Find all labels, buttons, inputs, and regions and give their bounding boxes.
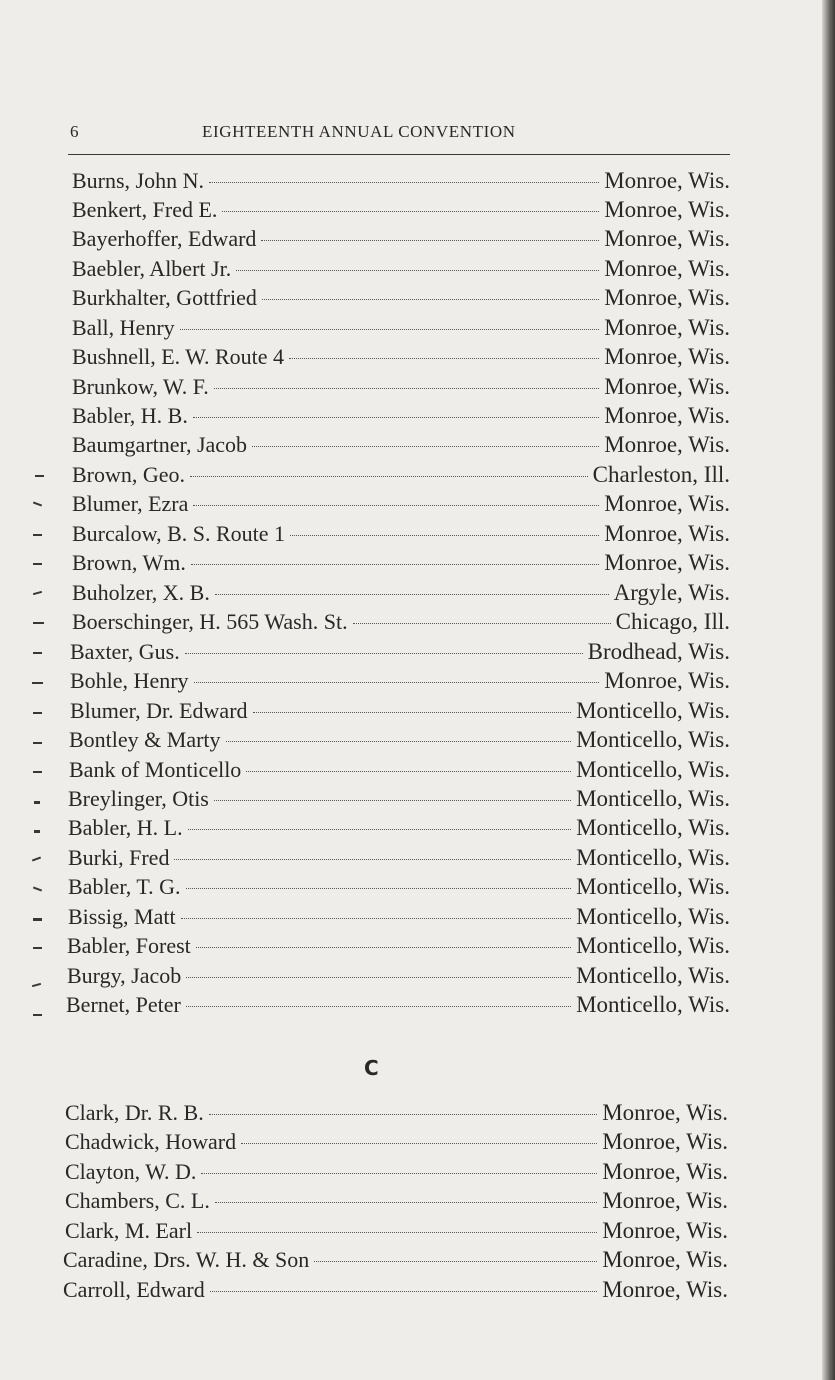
- dot-leader: [236, 270, 599, 271]
- dot-leader: [188, 829, 572, 830]
- member-name: Babler, Forest: [67, 933, 191, 958]
- page-edge: [822, 0, 835, 1380]
- dot-leader: [353, 623, 611, 624]
- dot-leader: [191, 564, 599, 565]
- check-mark: [33, 652, 42, 654]
- member-location: Monroe, Wis.: [604, 491, 730, 516]
- dot-leader: [252, 446, 599, 447]
- member-location: Monroe, Wis.: [604, 344, 730, 369]
- list-item: [72, 401, 730, 430]
- member-name: Bohle, Henry: [70, 668, 189, 693]
- list-item: [65, 1098, 728, 1127]
- member-location: Monticello, Wis.: [576, 963, 730, 988]
- member-location: Monroe, Wis.: [604, 226, 730, 251]
- list-item: [68, 813, 730, 842]
- check-mark: [32, 857, 41, 862]
- check-mark: [33, 563, 42, 565]
- dot-leader: [186, 1006, 571, 1007]
- member-name: Baumgartner, Jacob: [72, 432, 248, 457]
- dot-leader: [196, 947, 571, 948]
- member-location: Monroe, Wis.: [604, 315, 730, 340]
- member-location: Monroe, Wis.: [602, 1277, 728, 1302]
- page-header: [68, 120, 730, 155]
- list-item: [66, 990, 730, 1019]
- member-location: Monroe, Wis.: [604, 521, 730, 546]
- member-location: Monticello, Wis.: [576, 815, 730, 840]
- member-name: Chadwick, Howard: [65, 1129, 237, 1154]
- member-name: Burns, John N.: [72, 168, 205, 193]
- list-item: [67, 931, 730, 960]
- dot-leader: [185, 653, 583, 654]
- member-location: Chicago, Ill.: [615, 609, 730, 634]
- member-name: Bayerhoffer, Edward: [72, 226, 257, 251]
- dot-leader: [246, 771, 571, 772]
- list-item: [72, 607, 730, 636]
- list-item: [70, 666, 730, 695]
- member-location: Monticello, Wis.: [576, 698, 730, 723]
- check-mark: [33, 502, 42, 507]
- list-item: [65, 1186, 728, 1215]
- dot-leader: [214, 800, 571, 801]
- member-name: Babler, H. L.: [68, 815, 183, 840]
- check-mark: [33, 712, 42, 714]
- check-mark: [33, 534, 42, 536]
- member-location: Monticello, Wis.: [576, 727, 730, 752]
- dot-leader: [261, 240, 599, 241]
- member-name: Burcalow, B. S. Route 1: [72, 521, 286, 546]
- member-location: Monroe, Wis.: [604, 285, 730, 310]
- member-name: Carroll, Edward: [63, 1277, 205, 1302]
- check-mark: [33, 591, 42, 595]
- dot-leader: [314, 1261, 597, 1262]
- member-location: Monroe, Wis.: [604, 374, 730, 399]
- member-name: Burgy, Jacob: [67, 963, 182, 988]
- dot-leader: [193, 505, 599, 506]
- member-location: Monroe, Wis.: [602, 1188, 728, 1213]
- dot-leader: [214, 388, 599, 389]
- member-name: Bissig, Matt: [68, 904, 176, 929]
- member-location: Monroe, Wis.: [604, 168, 730, 193]
- running-head: EIGHTEENTH ANNUAL CONVENTION: [202, 122, 516, 141]
- list-item: [72, 430, 730, 459]
- dot-leader: [289, 358, 599, 359]
- member-location: Monroe, Wis.: [604, 668, 730, 693]
- dot-leader: [197, 1232, 597, 1233]
- list-item: [72, 460, 730, 489]
- member-name: Clark, Dr. R. B.: [65, 1100, 204, 1125]
- member-location: Brodhead, Wis.: [587, 639, 730, 664]
- dot-leader: [186, 977, 571, 978]
- list-item: [72, 342, 730, 371]
- dot-leader: [290, 535, 599, 536]
- member-name: Bushnell, E. W. Route 4: [72, 344, 285, 369]
- member-location: Monroe, Wis.: [602, 1100, 728, 1125]
- member-location: Monticello, Wis.: [576, 874, 730, 899]
- member-name: Bontley & Marty: [69, 727, 221, 752]
- page-number: 6: [70, 122, 79, 141]
- list-item: [65, 1157, 728, 1186]
- member-name: Burkhalter, Gottfried: [72, 285, 257, 310]
- member-name: Baebler, Albert Jr.: [72, 256, 232, 281]
- dot-leader: [226, 741, 572, 742]
- member-location: Monroe, Wis.: [604, 256, 730, 281]
- member-location: Monroe, Wis.: [602, 1129, 728, 1154]
- member-name: Ball, Henry: [72, 315, 175, 340]
- member-name: Caradine, Drs. W. H. & Son: [63, 1247, 310, 1272]
- member-location: Monticello, Wis.: [576, 933, 730, 958]
- list-item: [72, 578, 730, 607]
- list-item: [72, 283, 730, 312]
- dot-leader: [181, 918, 572, 919]
- section-letter: C: [364, 1056, 379, 1080]
- member-name: Brunkow, W. F.: [72, 374, 209, 399]
- member-name: Chambers, C. L.: [65, 1188, 210, 1213]
- list-item: [72, 313, 730, 342]
- check-mark: [33, 771, 42, 773]
- list-item: [72, 254, 730, 283]
- check-mark: [32, 983, 41, 987]
- check-mark: [33, 918, 42, 921]
- list-item: [72, 372, 730, 401]
- list-item: [72, 519, 730, 548]
- member-location: Monroe, Wis.: [602, 1159, 728, 1184]
- member-name: Blumer, Dr. Edward: [70, 698, 248, 723]
- member-location: Argyle, Wis.: [613, 580, 730, 605]
- member-location: Charleston, Ill.: [592, 462, 730, 487]
- check-mark: [34, 830, 40, 833]
- member-location: Monroe, Wis.: [602, 1218, 728, 1243]
- list-item: [65, 1127, 728, 1156]
- check-mark: [33, 1014, 42, 1016]
- list-item: [69, 755, 730, 784]
- list-item: [72, 548, 730, 577]
- list-item: [63, 1275, 728, 1304]
- check-mark: [33, 947, 42, 949]
- member-name: Buholzer, X. B.: [72, 580, 210, 605]
- check-mark: [33, 622, 44, 624]
- member-name: Blumer, Ezra: [72, 491, 189, 516]
- check-mark: [32, 682, 43, 684]
- member-location: Monroe, Wis.: [604, 432, 730, 457]
- member-name: Clayton, W. D.: [65, 1159, 197, 1184]
- member-location: Monticello, Wis.: [576, 845, 730, 870]
- member-name: Boerschinger, H. 565 Wash. St.: [72, 609, 348, 634]
- dot-leader: [222, 211, 599, 212]
- member-name: Bernet, Peter: [66, 992, 181, 1017]
- member-name: Brown, Geo.: [72, 462, 186, 487]
- member-name: Breylinger, Otis: [68, 786, 209, 811]
- dot-leader: [180, 329, 600, 330]
- list-item: [70, 637, 730, 666]
- dot-leader: [215, 594, 609, 595]
- member-name: Benkert, Fred E.: [72, 197, 218, 222]
- check-mark: [33, 887, 42, 892]
- dot-leader: [253, 712, 572, 713]
- member-location: Monroe, Wis.: [604, 403, 730, 428]
- dot-leader: [215, 1202, 597, 1203]
- member-name: Babler, T. G.: [68, 874, 181, 899]
- list-item: [72, 195, 730, 224]
- dot-leader: [174, 859, 571, 860]
- member-location: Monticello, Wis.: [576, 992, 730, 1017]
- member-name: Clark, M. Earl: [65, 1218, 193, 1243]
- member-location: Monticello, Wis.: [576, 786, 730, 811]
- list-item: [72, 489, 730, 518]
- dot-leader: [193, 417, 599, 418]
- list-item: [63, 1245, 728, 1274]
- member-location: Monroe, Wis.: [604, 197, 730, 222]
- list-item: [68, 784, 730, 813]
- list-item: [72, 166, 730, 195]
- list-item: [68, 843, 730, 872]
- dot-leader: [209, 182, 599, 183]
- list-item: [65, 1216, 728, 1245]
- list-item: [67, 961, 730, 990]
- dot-leader: [194, 682, 600, 683]
- member-name: Babler, H. B.: [72, 403, 188, 428]
- dot-leader: [190, 476, 588, 477]
- list-item: [68, 872, 730, 901]
- dot-leader: [201, 1173, 597, 1174]
- check-mark: [35, 475, 44, 477]
- check-mark: [34, 801, 40, 804]
- list-item: [69, 725, 730, 754]
- list-item: [70, 696, 730, 725]
- list-item: [72, 224, 730, 253]
- check-mark: [33, 742, 42, 744]
- member-location: Monticello, Wis.: [576, 757, 730, 782]
- dot-leader: [186, 888, 572, 889]
- member-location: Monroe, Wis.: [604, 550, 730, 575]
- dot-leader: [241, 1143, 597, 1144]
- member-name: Burki, Fred: [68, 845, 170, 870]
- member-location: Monroe, Wis.: [602, 1247, 728, 1272]
- member-name: Bank of Monticello: [69, 757, 242, 782]
- dot-leader: [262, 299, 599, 300]
- member-location: Monticello, Wis.: [576, 904, 730, 929]
- dot-leader: [210, 1291, 597, 1292]
- member-name: Baxter, Gus.: [70, 639, 180, 664]
- dot-leader: [209, 1114, 597, 1115]
- member-name: Brown, Wm.: [72, 550, 186, 575]
- list-item: [68, 902, 730, 931]
